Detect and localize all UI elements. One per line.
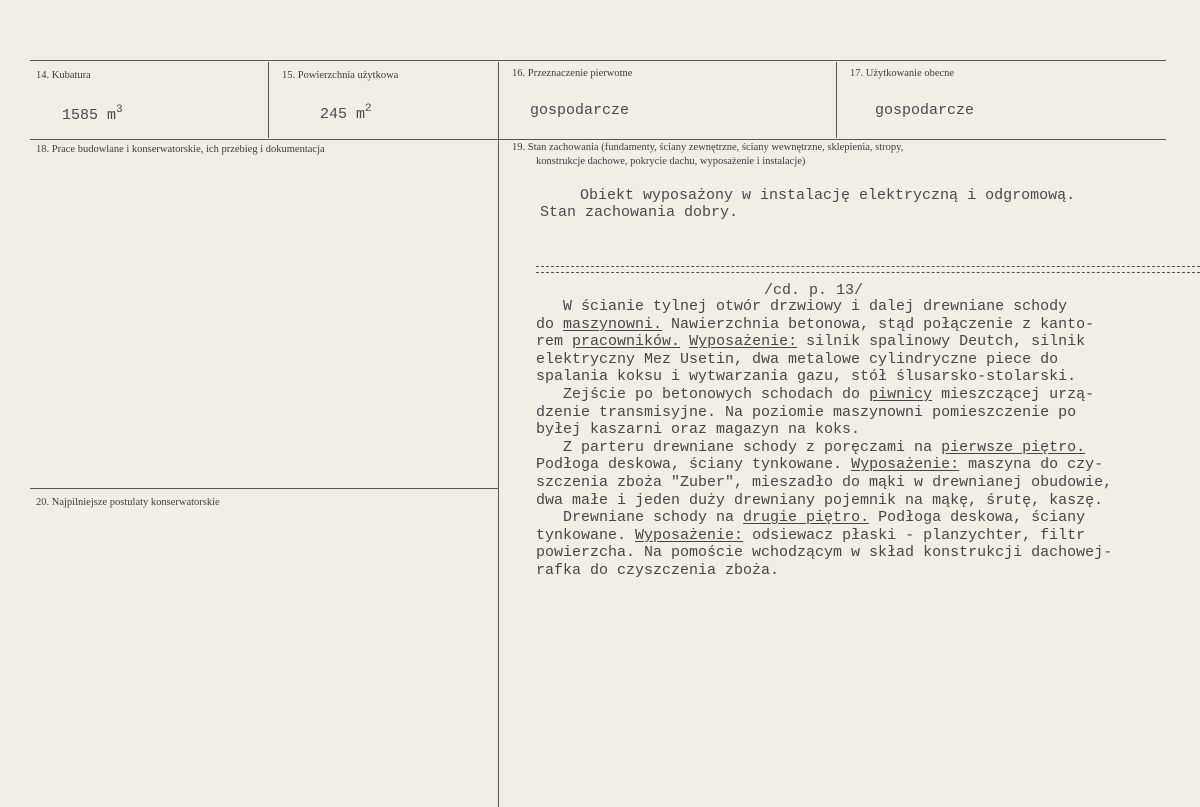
field-14-number: 1585 m bbox=[62, 107, 117, 124]
body-line: byłej kaszarni oraz magazyn na koks. bbox=[536, 421, 861, 439]
row1-bottom-rule bbox=[30, 139, 1166, 140]
body-line bbox=[680, 333, 689, 350]
field-14-label: 14. Kubatura bbox=[36, 70, 91, 81]
body-line: rafka do czyszczenia zboża. bbox=[536, 561, 780, 579]
body-line: rem bbox=[536, 333, 573, 351]
body-line: maszyna do czy- bbox=[959, 456, 1104, 474]
body-line: powierzcha. Na pomoście wchodzącym w skład konstrukcji dachowej- bbox=[536, 544, 1113, 562]
field-15-unit-sup: 2 bbox=[365, 103, 372, 115]
body-line: dzenie transmisyjne. Na poziomie maszynowni pomieszczenie po bbox=[536, 403, 1077, 421]
continuation-note: /cd. p. 13/ bbox=[764, 282, 864, 299]
underlined-term: pracowników. bbox=[572, 333, 681, 351]
field-19-status-line2: Stan zachowania dobry. bbox=[540, 204, 739, 221]
field-19-body-text bbox=[536, 298, 1112, 580]
field-19-status-line1: Obiekt wyposażony w instalację elektryczną i odgromową. bbox=[580, 187, 1076, 204]
field-15-number: 245 m bbox=[320, 106, 366, 123]
body-line: Drewniane schody na bbox=[536, 509, 744, 527]
field-15-label: 15. Powierzchnia użytkowa bbox=[282, 70, 399, 81]
underlined-term: Wyposażenie: bbox=[851, 456, 960, 474]
body-line: W ścianie tylnej otwór drzwiowy i dalej drewniane schody bbox=[536, 298, 1068, 315]
field-19-label-line2: konstrukcje dachowe, pokrycie dachu, wyposażenie i instalacje) bbox=[536, 156, 806, 167]
underlined-term: drugie piętro. bbox=[743, 509, 870, 527]
underlined-term: pierwsze piętro. bbox=[941, 438, 1086, 456]
body-line: szczenia zboża "Zuber", mieszadło do mąki w drewnianej obudowie, bbox=[536, 473, 1113, 491]
col-divider-main bbox=[498, 62, 499, 807]
field-15-value bbox=[320, 103, 372, 123]
top-rule bbox=[30, 60, 1166, 61]
field-14-unit-sup: 3 bbox=[116, 104, 123, 116]
body-line: Podłoga deskowa, ściany bbox=[869, 509, 1086, 527]
underlined-term: Wyposażenie: bbox=[689, 333, 798, 351]
body-line: odsiewacz płaski - planzychter, filtr bbox=[743, 526, 1086, 544]
field-16-value: gospodarcze bbox=[530, 102, 630, 119]
field-19-label-line1: 19. Stan zachowania (fundamenty, ściany zewnętrzne, ściany wewnętrzne, sklepienia, stropy, bbox=[512, 142, 904, 153]
dashed-separator-2 bbox=[536, 272, 1200, 273]
field-17-value: gospodarcze bbox=[875, 102, 975, 119]
field-17-label: 17. Użytkowanie obecne bbox=[850, 68, 955, 79]
field-20-label: 20. Najpilniejsze postulaty konserwatorskie bbox=[36, 497, 220, 508]
body-line: spalania koksu i wytwarzania gazu, stół ślusarsko-stolarski. bbox=[536, 368, 1077, 386]
underlined-term: Wyposażenie: bbox=[635, 526, 744, 544]
field-18-label: 18. Prace budowlane i konserwatorskie, ich przebieg i dokumentacja bbox=[36, 144, 325, 155]
f18-f20-divider bbox=[30, 488, 498, 489]
body-line: elektryczny Mez Usetin, dwa metalowe cylindryczne piece do bbox=[536, 350, 1059, 368]
dashed-separator-1 bbox=[536, 266, 1200, 267]
underlined-term: piwnicy bbox=[869, 385, 933, 403]
underlined-term: maszynowni. bbox=[563, 315, 663, 333]
body-line: dwa małe i jeden duży drewniany pojemnik na mąkę, śrutę, kaszę. bbox=[536, 491, 1104, 509]
field-14-value bbox=[62, 104, 123, 124]
body-line: Zejście po betonowych schodach do bbox=[536, 385, 870, 403]
body-line: silnik spalinowy Deutch, silnik bbox=[797, 333, 1086, 351]
body-line: Nawierzchnia betonowa, stąd połączenie z kanto- bbox=[662, 315, 1095, 333]
body-line: mieszczącej urzą- bbox=[932, 385, 1095, 403]
body-line: Z parteru drewniane schody z poręczami na bbox=[536, 438, 942, 456]
col-divider-1 bbox=[268, 62, 269, 138]
field-16-label: 16. Przeznaczenie pierwotne bbox=[512, 68, 633, 79]
body-line: Podłoga deskowa, ściany tynkowane. bbox=[536, 456, 852, 474]
body-line: do bbox=[536, 315, 564, 333]
col-divider-3 bbox=[836, 62, 837, 138]
body-line: tynkowane. bbox=[536, 526, 636, 544]
